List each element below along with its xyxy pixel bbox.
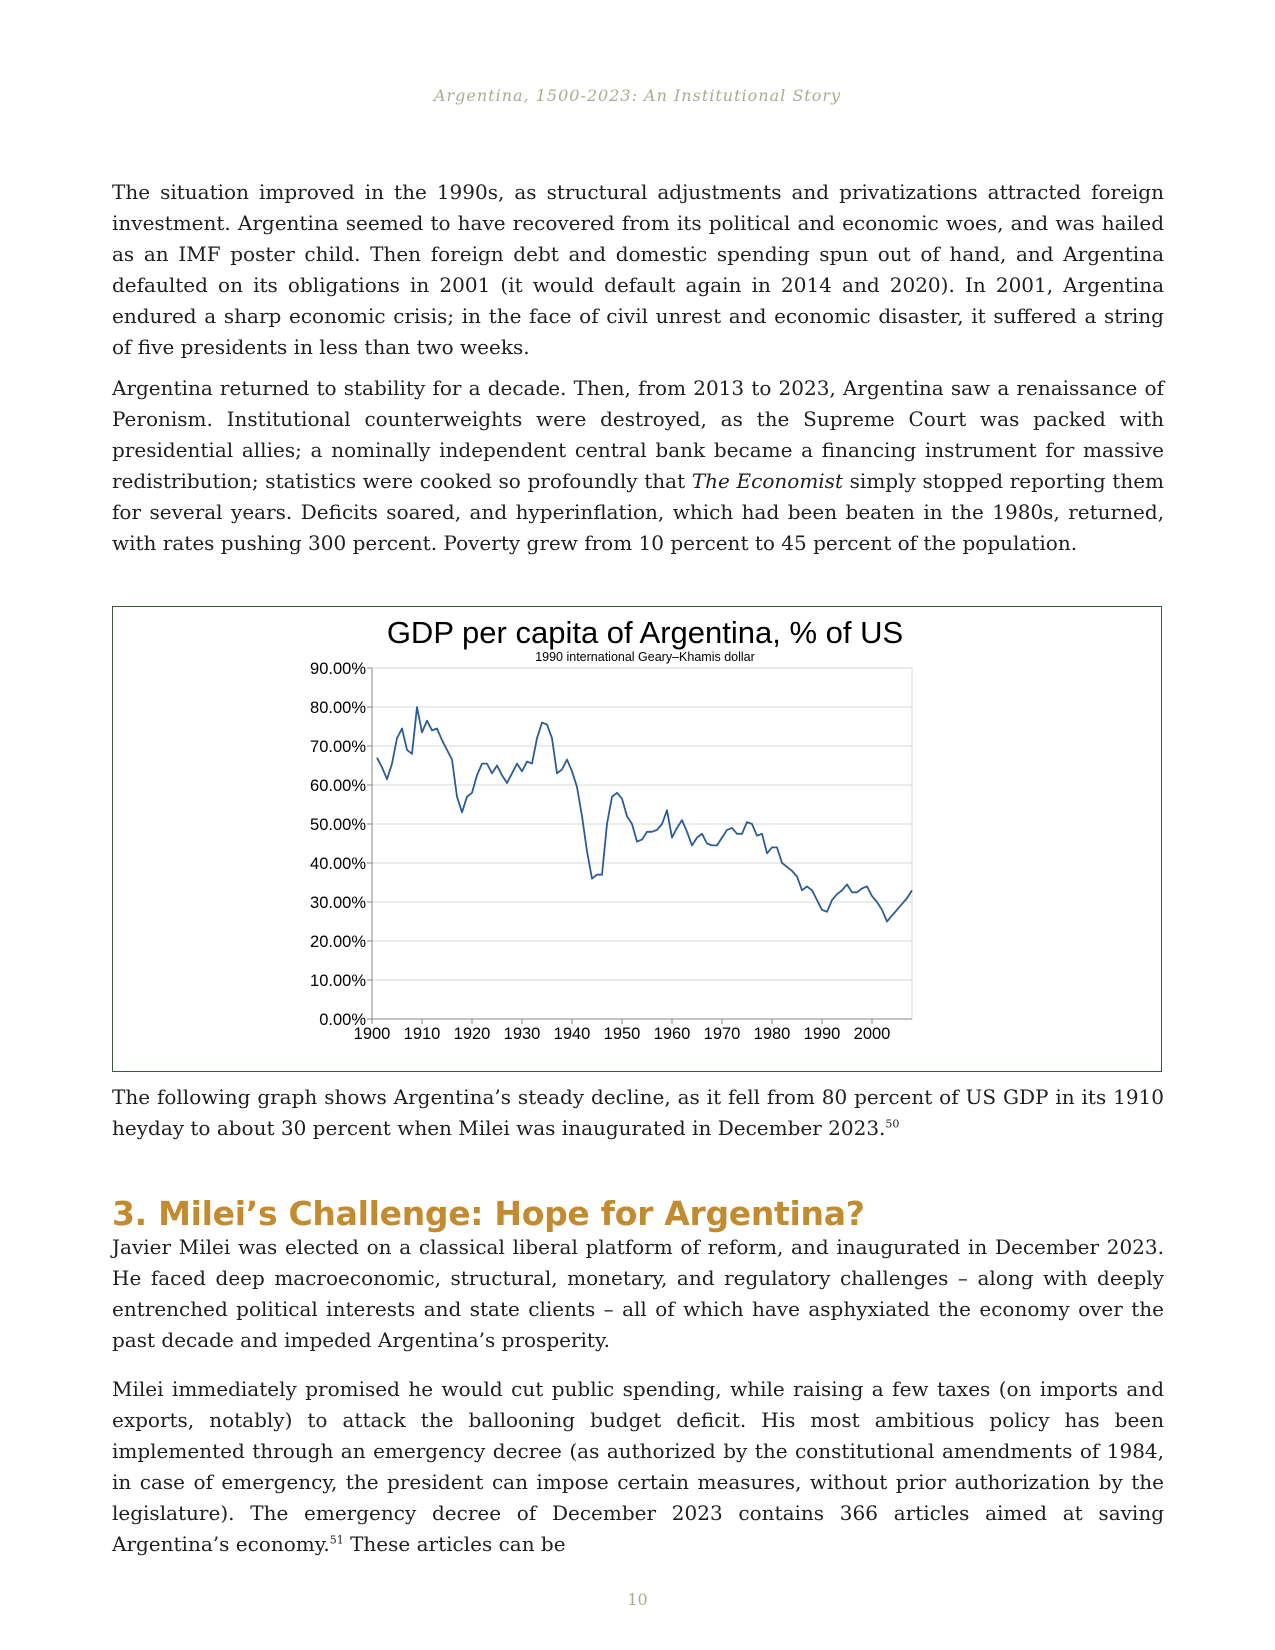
x-tick-label: 1900 — [353, 1025, 391, 1043]
y-tick-label: 40.00% — [310, 855, 366, 873]
y-tick-label: 80.00% — [310, 699, 366, 717]
x-tick-label: 2000 — [853, 1025, 891, 1043]
publication-title: The Economist — [691, 469, 843, 493]
paragraph-text: Argentina returned to stability for a decade. Then, from 2013 to 2023, Argentina saw a renaissance of Peronism. Institutional counterweights were destroyed, as the Supreme Court was packed with presidential allies; a nominally independent central bank became a financing instrument for massive redistribution; statistics were cooked so profoundly that — [112, 376, 1164, 493]
x-tick-label: 1930 — [503, 1025, 541, 1043]
y-tick-label: 50.00% — [310, 816, 366, 834]
y-tick-label: 10.00% — [310, 972, 366, 990]
x-tick-label: 1980 — [753, 1025, 791, 1043]
x-tick-label: 1920 — [453, 1025, 491, 1043]
footnote-ref-51[interactable]: 51 — [329, 1533, 344, 1547]
x-tick-label: 1910 — [403, 1025, 441, 1043]
y-tick-label: 30.00% — [310, 894, 366, 912]
chart-subtitle: 1990 international Geary–Khamis dollar — [535, 650, 755, 664]
paragraph-text: The following graph shows Argentina’s steady decline, as it fell from 80 percent of US GDP in its 1910 heyday to about 30 percent when Milei was inaugurated in December 2023. — [112, 1085, 1164, 1140]
gdp-series-line — [377, 707, 912, 922]
chart-title: GDP per capita of Argentina, % of US — [386, 615, 904, 650]
x-tick-labels — [354, 1025, 891, 1043]
paragraph-graph-intro — [112, 1082, 1164, 1144]
y-tick-label: 0.00% — [319, 1011, 366, 1029]
x-tick-label: 1970 — [703, 1025, 741, 1043]
running-header: Argentina, 1500-2023: An Institutional Story — [433, 86, 842, 105]
y-tick-label: 70.00% — [310, 738, 366, 756]
footnote-ref-50[interactable]: 50 — [885, 1117, 900, 1131]
x-tick-label: 1940 — [553, 1025, 591, 1043]
paragraph-text: simply stopped reporting them for several years. Deficits soared, and hyperinflation, which had been beaten in the 1980s, returned, with rates pushing 300 percent. Poverty grew from 10 percent to 45 percent of the population. — [112, 469, 1165, 555]
paragraph-text: These articles can be — [343, 1532, 566, 1556]
section-heading: 3. Milei’s Challenge: Hope for Argentina? — [112, 1194, 865, 1233]
y-tick-label: 20.00% — [310, 933, 366, 951]
gdp-chart — [112, 606, 1162, 1072]
y-tick-labels — [310, 660, 366, 1029]
y-tick-label: 90.00% — [310, 660, 366, 678]
paragraph-text: Milei immediately promised he would cut public spending, while raising a few taxes (on imports and exports, notably) to attack the ballooning budget deficit. His most ambitious policy has been implemented through an emergency decree (as authorized by the constitutional amendments of 1984, in case of emergency, the president can impose certain measures, without prior authorization by the legislature). The emergency decree of December 2023 contains 366 articles aimed at saving Argentina’s economy. — [112, 1377, 1164, 1556]
paragraph-milei-elected: Javier Milei was elected on a classical liberal platform of reform, and inaugurated in December 2023. He faced deep macroeconomic, structural, monetary, and regulatory challenges – along with deeply entrenched political interests and state clients – all of which have asphyxiated the economy over the past decade and impeded Argentina’s prosperity. — [112, 1235, 1164, 1352]
page-number: 10 — [627, 1590, 648, 1609]
x-tick-label: 1960 — [653, 1025, 691, 1043]
chart-axes — [367, 668, 912, 1024]
x-tick-label: 1950 — [603, 1025, 641, 1043]
x-tick-label: 1990 — [803, 1025, 841, 1043]
y-tick-label: 60.00% — [310, 777, 366, 795]
gdp-chart-svg — [113, 607, 1163, 1073]
chart-series — [377, 707, 912, 922]
paragraph-emergency-decree — [112, 1374, 1164, 1560]
paragraph-peronism — [112, 373, 1164, 559]
paragraph-1990s-recovery: The situation improved in the 1990s, as structural adjustments and privatizations attracted foreign investment. Argentina seemed to have recovered from its political and economic woes, and was hailed as an IMF poster child. Then foreign debt and domestic spending spun out of hand, and Argentina defaulted on its obligations in 2001 (it would default again in 2014 and 2020). In 2001, Argentina endured a sharp economic crisis; in the face of civil unrest and economic disaster, it suffered a string of five presidents in less than two weeks. — [112, 180, 1164, 359]
chart-gridlines — [372, 668, 912, 1019]
